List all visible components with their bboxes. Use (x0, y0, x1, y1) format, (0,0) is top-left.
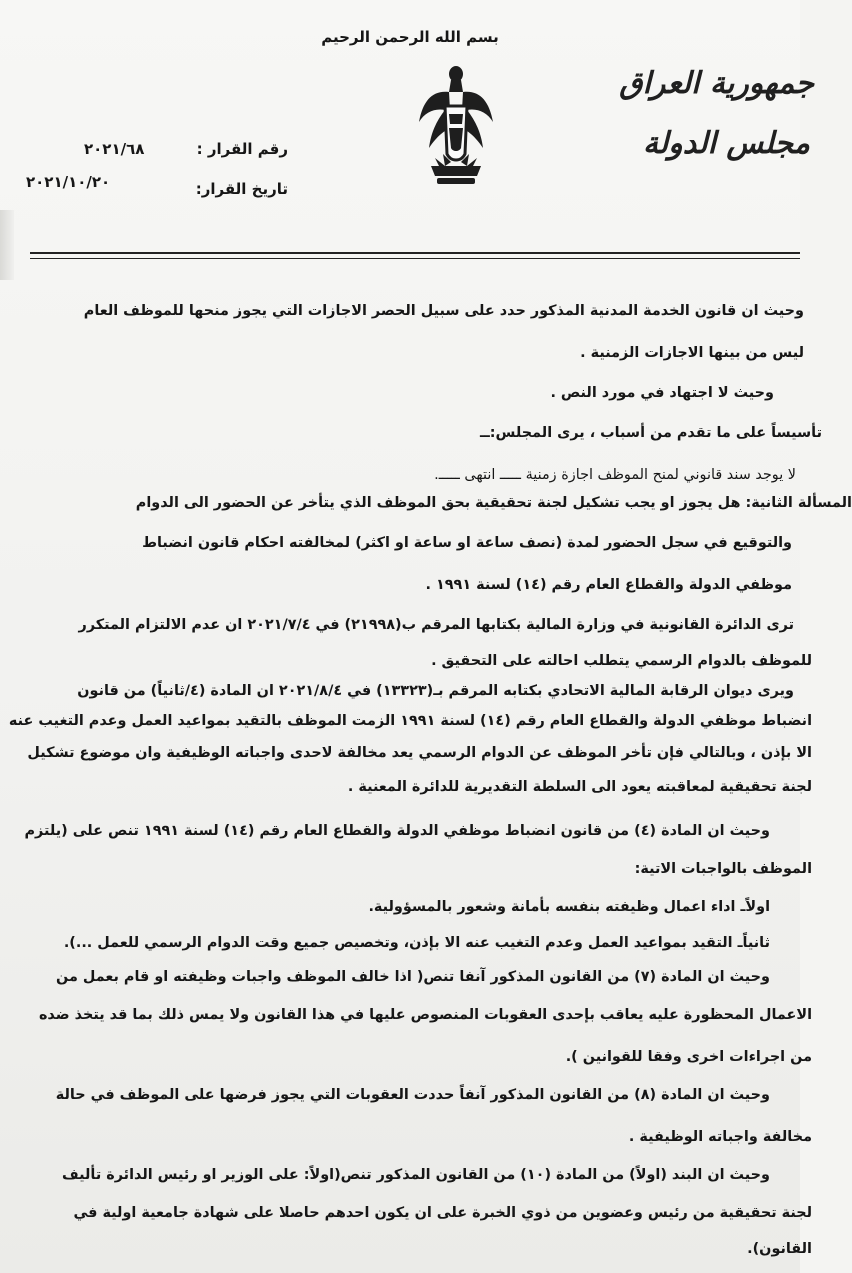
text-line: من اجراءات اخرى وفقا للقوانين ). (565, 1049, 812, 1065)
text-line: لجنة تحقيقية من رئيس وعضوين من ذوي الخبرة على ان يكون احدهم حاصلا على شهادة جامعية اولية في (73, 1205, 812, 1221)
decision-number-value: ٢٠٢١/٦٨ (84, 140, 145, 158)
text-line: وحيث ان قانون الخدمة المدنية المذكور حدد على سبيل الحصر الاجازات التي يجوز منحها للموظف العام (83, 303, 804, 319)
text-line: انضباط موظفي الدولة والقطاع العام رقم (١٤) لسنة ١٩٩١ الزمت الموظف بالتقيد بمواعيد العمل وعدم التغيب عنه (8, 713, 812, 729)
text-line: وحيث ان المادة (٧) من القانون المذكور آنفا تنص( اذا خالف الموظف واجبات وظيفته او قام بعمل من (56, 969, 770, 985)
text-line: اولاًـ اداء اعمال وظيفته بنفسه بأمانة وشعور بالمسؤولية. (368, 899, 770, 915)
text-line: وحيث ان المادة (٨) من القانون المذكور آنفاً حددت العقوبات التي يجوز فرضها على الموظف في حالة (55, 1087, 770, 1103)
text-line: لا يوجد سند قانوني لمنح الموظف اجازة زمنية ـــــ انتهى ـــــ. (434, 467, 796, 483)
iraq-eagle-emblem-icon (415, 62, 497, 192)
text-line: المسألة الثانية: هل يجوز او يجب تشكيل لجنة تحقيقية بحق الموظف الذي يتأخر عن الحضور الى الدوام (135, 495, 852, 511)
text-line: ويرى ديوان الرقابة المالية الاتحادي بكتابه المرقم بـ(١٣٣٢٣) في ٢٠٢١/٨/٤ ان المادة (٤/ثانياً) من قانون (77, 683, 794, 699)
decision-date-label: تاريخ القرار: (195, 180, 288, 198)
header-divider (30, 252, 800, 254)
decision-date-value-wrap (26, 173, 110, 191)
text-line: الا بإذن ، وبالتالي فإن تأخر الموظف عن الدوام الرسمي يعد مخالفة لاحدى واجباته الوظيفية وان موضوع تشكيل (27, 745, 812, 761)
decision-date-row (195, 180, 288, 198)
text-line: الموظف بالواجبات الاتية: (634, 861, 812, 877)
decision-number-value-wrap (84, 140, 144, 158)
text-line: مخالفة واجباته الوظيفية . (628, 1129, 812, 1145)
decision-date-value: ٢٠٢١/١٠/٢٠ (26, 173, 111, 191)
scan-margin-shadow (0, 210, 14, 280)
text-line: وحيث لا اجتهاد في مورد النص . (550, 385, 774, 401)
text-line: الاعمال المحظورة عليه يعاقب بإحدى العقوبات المنصوص عليها في هذا القانون ولا يمس ذلك بما قد يتخذ ضده (38, 1007, 812, 1023)
basmala: بسم الله الرحمن الرحيم (321, 28, 499, 46)
ministry-line-2: مجلس الدولة (643, 126, 810, 161)
text-line: وحيث ان المادة (٤) من قانون انضباط موظفي الدولة والقطاع العام رقم (١٤) لسنة ١٩٩١ تنص على (يلتزم (24, 823, 770, 839)
text-line: تأسيساً على ما تقدم من أسباب ، يرى المجلس:ــ (479, 425, 822, 441)
text-line: وحيث ان البند (اولاً) من المادة (١٠) من القانون المذكور تنص(اولاً: على الوزير او رئيس الدائرة تأليف (62, 1167, 770, 1183)
text-line: ترى الدائرة القانونية في وزارة المالية بكتابها المرقم ب(٢١٩٩٨) في ٢٠٢١/٧/٤ ان عدم الالتزام المتكرر (78, 617, 794, 633)
text-line: للموظف بالدوام الرسمي يتطلب احالته على التحقيق . (431, 653, 812, 669)
text-line: ثانياًـ التقيد بمواعيد العمل وعدم التغيب عنه الا بإذن، وتخصيص جميع وقت الدوام الرسمي للعمل ...). (63, 935, 770, 951)
text-line: ليس من بينها الاجازات الزمنية . (580, 345, 804, 361)
ministry-header (619, 62, 814, 182)
text-line: القانون). (747, 1241, 812, 1257)
decision-number-row (196, 140, 288, 158)
text-line: موظفي الدولة والقطاع العام رقم (١٤) لسنة ١٩٩١ . (425, 577, 792, 593)
text-line: والتوقيع في سجل الحضور لمدة (نصف ساعة او ساعة او اكثر) لمخالفته احكام قانون انضباط (142, 535, 792, 551)
text-line: لجنة تحقيقية لمعاقبته يعود الى السلطة التقديرية للدائرة المعنية . (347, 779, 812, 795)
decision-number-label: رقم القرار : (196, 140, 288, 158)
header-divider-thin (30, 258, 800, 259)
ministry-line-1: جمهورية العراق (619, 66, 814, 101)
